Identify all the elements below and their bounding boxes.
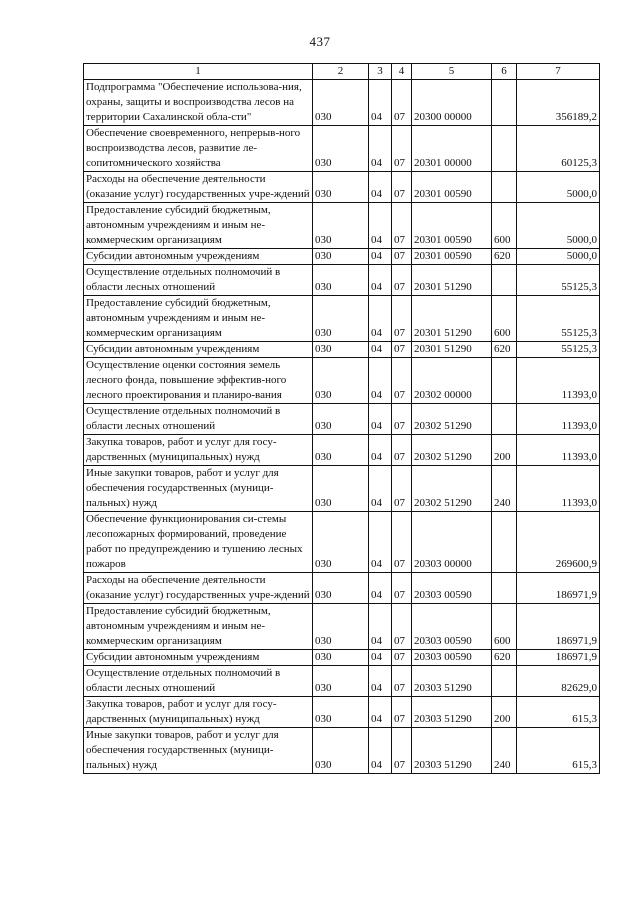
target-article-cell: 20303 00590: [412, 604, 492, 650]
ministry-code-cell: 030: [313, 466, 369, 512]
page-number: 437: [309, 34, 331, 49]
amount-cell: 5000,0: [517, 203, 600, 249]
amount-cell: 11393,0: [517, 435, 600, 466]
table-row: [84, 604, 600, 650]
amount-cell: 5000,0: [517, 249, 600, 265]
row-name-cell: Иные закупки товаров, работ и услуг для обеспечения государственных (муници-пальных) нужд: [84, 466, 313, 512]
target-article-cell: 20303 51290: [412, 666, 492, 697]
row-name-cell: Субсидии автономным учреждениям: [84, 342, 313, 358]
table-row: [84, 296, 600, 342]
ministry-code-cell: 030: [313, 404, 369, 435]
table-row: [84, 342, 600, 358]
table-row: [84, 126, 600, 172]
expense-type-cell: 200: [492, 435, 517, 466]
expense-type-cell: 620: [492, 249, 517, 265]
row-name-cell: Расходы на обеспечение деятельности (оказание услуг) государственных учре-ждений: [84, 172, 313, 203]
amount-cell: 5000,0: [517, 172, 600, 203]
expense-type-cell: [492, 512, 517, 573]
subsection-code-cell: 07: [392, 203, 412, 249]
ministry-code-cell: 030: [313, 604, 369, 650]
budget-table: [83, 63, 600, 774]
section-code-cell: 04: [369, 296, 392, 342]
column-header: 6: [492, 64, 517, 80]
ministry-code-cell: 030: [313, 573, 369, 604]
row-name-cell: Расходы на обеспечение деятельности (оказание услуг) государственных учре-ждений: [84, 573, 313, 604]
row-name-cell: Предоставление субсидий бюджетным, автономным учреждениям и иным не-коммерческим организациям: [84, 296, 313, 342]
row-name-cell: Обеспечение своевременного, непрерыв-ного воспроизводства лесов, развитие ле-сопитомнического хозяйства: [84, 126, 313, 172]
section-code-cell: 04: [369, 358, 392, 404]
table-row: [84, 697, 600, 728]
table-row: [84, 249, 600, 265]
subsection-code-cell: 07: [392, 512, 412, 573]
target-article-cell: 20303 51290: [412, 728, 492, 774]
table-row: [84, 512, 600, 573]
ministry-code-cell: 030: [313, 203, 369, 249]
target-article-cell: 20300 00000: [412, 80, 492, 126]
row-name-cell: Осуществление отдельных полномочий в области лесных отношений: [84, 404, 313, 435]
section-code-cell: 04: [369, 404, 392, 435]
expense-type-cell: [492, 80, 517, 126]
subsection-code-cell: 07: [392, 650, 412, 666]
section-code-cell: 04: [369, 728, 392, 774]
row-name-cell: Субсидии автономным учреждениям: [84, 650, 313, 666]
section-code-cell: 04: [369, 265, 392, 296]
table-row: [84, 728, 600, 774]
ministry-code-cell: 030: [313, 666, 369, 697]
target-article-cell: 20301 00590: [412, 203, 492, 249]
ministry-code-cell: 030: [313, 249, 369, 265]
amount-cell: 11393,0: [517, 466, 600, 512]
section-code-cell: 04: [369, 573, 392, 604]
section-code-cell: 04: [369, 80, 392, 126]
table-row: [84, 573, 600, 604]
column-header: 3: [369, 64, 392, 80]
section-code-cell: 04: [369, 604, 392, 650]
row-name-cell: Осуществление оценки состояния земель лесного фонда, повышение эффектив-ного лесного проектирования и планиро-вания: [84, 358, 313, 404]
amount-cell: 356189,2: [517, 80, 600, 126]
column-header: 4: [392, 64, 412, 80]
section-code-cell: 04: [369, 666, 392, 697]
column-header: 2: [313, 64, 369, 80]
subsection-code-cell: 07: [392, 604, 412, 650]
amount-cell: 55125,3: [517, 342, 600, 358]
section-code-cell: 04: [369, 650, 392, 666]
section-code-cell: 04: [369, 512, 392, 573]
table-row: [84, 666, 600, 697]
table-row: [84, 203, 600, 249]
amount-cell: 82629,0: [517, 666, 600, 697]
ministry-code-cell: 030: [313, 342, 369, 358]
target-article-cell: 20301 00590: [412, 172, 492, 203]
target-article-cell: 20302 51290: [412, 466, 492, 512]
expense-type-cell: [492, 573, 517, 604]
section-code-cell: 04: [369, 342, 392, 358]
subsection-code-cell: 07: [392, 573, 412, 604]
ministry-code-cell: 030: [313, 265, 369, 296]
expense-type-cell: 240: [492, 728, 517, 774]
table-row: [84, 265, 600, 296]
expense-type-cell: [492, 126, 517, 172]
subsection-code-cell: 07: [392, 404, 412, 435]
ministry-code-cell: 030: [313, 296, 369, 342]
target-article-cell: 20303 00590: [412, 573, 492, 604]
ministry-code-cell: 030: [313, 172, 369, 203]
amount-cell: 615,3: [517, 697, 600, 728]
table-row: [84, 466, 600, 512]
table-row: [84, 172, 600, 203]
target-article-cell: 20302 51290: [412, 435, 492, 466]
section-code-cell: 04: [369, 126, 392, 172]
ministry-code-cell: 030: [313, 512, 369, 573]
expense-type-cell: 620: [492, 650, 517, 666]
amount-cell: 55125,3: [517, 296, 600, 342]
target-article-cell: 20303 00590: [412, 650, 492, 666]
subsection-code-cell: 07: [392, 249, 412, 265]
column-header: 7: [517, 64, 600, 80]
target-article-cell: 20302 51290: [412, 404, 492, 435]
target-article-cell: 20303 51290: [412, 697, 492, 728]
ministry-code-cell: 030: [313, 126, 369, 172]
subsection-code-cell: 07: [392, 172, 412, 203]
target-article-cell: 20303 00000: [412, 512, 492, 573]
column-header: 5: [412, 64, 492, 80]
row-name-cell: Подпрограмма "Обеспечение использова-ния, охраны, защиты и воспроизводства лесов на территории Сахалинской обла-сти": [84, 80, 313, 126]
amount-cell: 186971,9: [517, 573, 600, 604]
target-article-cell: 20301 51290: [412, 265, 492, 296]
amount-cell: 615,3: [517, 728, 600, 774]
amount-cell: 186971,9: [517, 650, 600, 666]
subsection-code-cell: 07: [392, 126, 412, 172]
amount-cell: 186971,9: [517, 604, 600, 650]
section-code-cell: 04: [369, 435, 392, 466]
expense-type-cell: 620: [492, 342, 517, 358]
row-name-cell: Закупка товаров, работ и услуг для госу-дарственных (муниципальных) нужд: [84, 435, 313, 466]
table-row: [84, 80, 600, 126]
ministry-code-cell: 030: [313, 435, 369, 466]
row-name-cell: Предоставление субсидий бюджетным, автономным учреждениям и иным не-коммерческим организациям: [84, 604, 313, 650]
subsection-code-cell: 07: [392, 296, 412, 342]
row-name-cell: Осуществление отдельных полномочий в области лесных отношений: [84, 666, 313, 697]
subsection-code-cell: 07: [392, 80, 412, 126]
expense-type-cell: [492, 666, 517, 697]
subsection-code-cell: 07: [392, 435, 412, 466]
subsection-code-cell: 07: [392, 466, 412, 512]
section-code-cell: 04: [369, 697, 392, 728]
section-code-cell: 04: [369, 249, 392, 265]
expense-type-cell: [492, 265, 517, 296]
table-row: [84, 435, 600, 466]
subsection-code-cell: 07: [392, 342, 412, 358]
table-row: [84, 650, 600, 666]
ministry-code-cell: 030: [313, 650, 369, 666]
expense-type-cell: 600: [492, 296, 517, 342]
subsection-code-cell: 07: [392, 358, 412, 404]
section-code-cell: 04: [369, 466, 392, 512]
section-code-cell: 04: [369, 203, 392, 249]
amount-cell: 11393,0: [517, 358, 600, 404]
row-name-cell: Иные закупки товаров, работ и услуг для обеспечения государственных (муници-пальных) нужд: [84, 728, 313, 774]
header-row: [84, 64, 600, 80]
ministry-code-cell: 030: [313, 697, 369, 728]
amount-cell: 60125,3: [517, 126, 600, 172]
row-name-cell: Осуществление отдельных полномочий в области лесных отношений: [84, 265, 313, 296]
amount-cell: 55125,3: [517, 265, 600, 296]
target-article-cell: 20301 00000: [412, 126, 492, 172]
expense-type-cell: [492, 404, 517, 435]
target-article-cell: 20301 51290: [412, 342, 492, 358]
ministry-code-cell: 030: [313, 728, 369, 774]
table-row: [84, 358, 600, 404]
section-code-cell: 04: [369, 172, 392, 203]
expense-type-cell: 240: [492, 466, 517, 512]
column-header: 1: [84, 64, 313, 80]
subsection-code-cell: 07: [392, 265, 412, 296]
subsection-code-cell: 07: [392, 697, 412, 728]
target-article-cell: 20301 51290: [412, 296, 492, 342]
table-row: [84, 404, 600, 435]
expense-type-cell: [492, 358, 517, 404]
amount-cell: 11393,0: [517, 404, 600, 435]
expense-type-cell: 600: [492, 604, 517, 650]
target-article-cell: 20302 00000: [412, 358, 492, 404]
ministry-code-cell: 030: [313, 80, 369, 126]
row-name-cell: Субсидии автономным учреждениям: [84, 249, 313, 265]
row-name-cell: Обеспечение функционирования си-стемы лесопожарных формирований, проведение работ по предупреждению и тушению лесных пожаров: [84, 512, 313, 573]
subsection-code-cell: 07: [392, 666, 412, 697]
target-article-cell: 20301 00590: [412, 249, 492, 265]
ministry-code-cell: 030: [313, 358, 369, 404]
row-name-cell: Предоставление субсидий бюджетным, автономным учреждениям и иным не-коммерческим организациям: [84, 203, 313, 249]
expense-type-cell: 600: [492, 203, 517, 249]
subsection-code-cell: 07: [392, 728, 412, 774]
expense-type-cell: [492, 172, 517, 203]
amount-cell: 269600,9: [517, 512, 600, 573]
row-name-cell: Закупка товаров, работ и услуг для госу-дарственных (муниципальных) нужд: [84, 697, 313, 728]
expense-type-cell: 200: [492, 697, 517, 728]
